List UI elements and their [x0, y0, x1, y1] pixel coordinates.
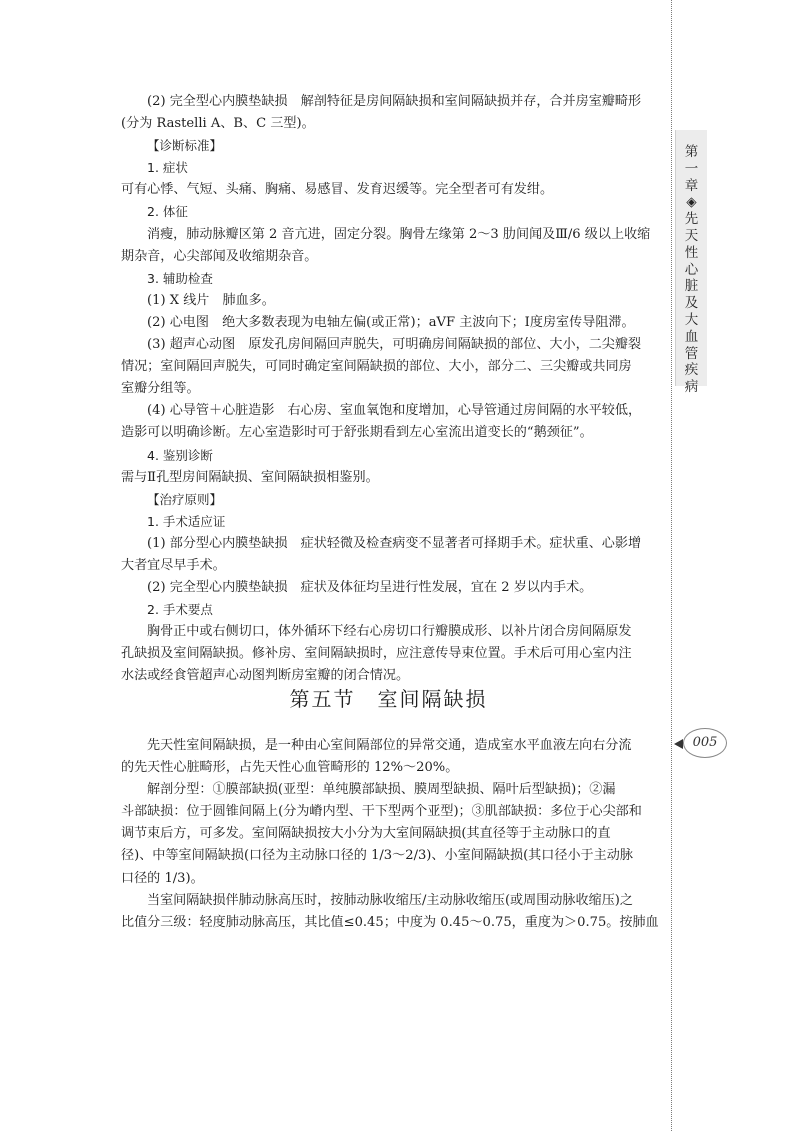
- text-line: 口径的 1/3)。: [121, 870, 204, 886]
- side-char: 管: [684, 345, 699, 362]
- side-char: 脏: [684, 278, 699, 295]
- text-line: 大者宜尽早手术。: [121, 557, 226, 573]
- side-char: 章: [684, 177, 699, 194]
- text-line: (分为 Rastelli A、B、C 三型)。: [121, 116, 315, 132]
- side-char: 性: [684, 244, 699, 261]
- side-char: 疾: [684, 362, 699, 379]
- side-char: 大: [684, 311, 699, 328]
- text-line: 胸骨正中或右侧切口，体外循环下经右心房切口行瓣膜成形、以补片闭合房间隔原发: [147, 624, 632, 640]
- text-line: 的先天性心脏畸形，占先天性心血管畸形的 12%～20%。: [121, 760, 459, 776]
- page-pointer-icon: [674, 739, 683, 749]
- text-line: (2) 完全型心内膜垫缺损 症状及体征均呈进行性发展，宜在 2 岁以内手术。: [147, 580, 593, 596]
- text-line: 期杂音，心尖部闻及收缩期杂音。: [121, 248, 318, 264]
- subheading-line: 1. 症状: [147, 160, 188, 176]
- text-line: (1) 部分型心内膜垫缺损 症状轻微及检查病变不显著者可择期手术。症状重、心影增: [147, 535, 642, 551]
- side-char: 病: [684, 379, 699, 396]
- text-line: 室瓣分组等。: [121, 381, 200, 397]
- text-line: (1) X 线片 肺血多。: [147, 292, 275, 308]
- page-number: 005: [683, 728, 727, 758]
- text-line: 可有心悸、气短、头痛、胸痛、易感冒、发育迟缓等。完全型者可有发绀。: [121, 182, 554, 198]
- side-char: 血: [684, 328, 699, 345]
- chapter-side-tab: [675, 130, 707, 396]
- subheading-line: 4. 鉴别诊断: [147, 447, 213, 463]
- text-line: 孔缺损及室间隔缺损。修补房、室间隔缺损时，应注意传导束位置。手术后可用心室内注: [121, 646, 632, 662]
- body-text-top: [121, 91, 656, 688]
- side-char: 心: [684, 261, 699, 278]
- text-line: 消瘦，肺动脉瓣区第 2 音亢进，固定分裂。胸骨左缘第 2～3 肋间闻及Ⅲ/6 级以上收缩: [147, 226, 651, 242]
- margin-rule: [671, 0, 672, 1131]
- text-line: 调节束后方，可多发。室间隔缺损按大小分为大室间隔缺损(其直径等于主动脉口的直: [121, 826, 611, 842]
- subheading-line: 3. 辅助检查: [147, 270, 213, 286]
- side-char: 一: [684, 160, 699, 177]
- side-char: 第: [684, 144, 699, 160]
- text-line: 当室间隔缺损伴肺动脉高压时，按肺动脉收缩压/主动脉收缩压(或周围动脉收缩压)之: [147, 892, 634, 908]
- subheading-line: 2. 手术要点: [147, 602, 213, 618]
- subheading-line: 【治疗原则】: [147, 491, 223, 507]
- text-line: 径)、中等室间隔缺损(口径为主动脉口径的 1/3～2/3)、小室间隔缺损(其口径小于主动脉: [121, 848, 633, 864]
- side-char: 先: [684, 211, 699, 228]
- text-line: (4) 心导管＋心脏造影 右心房、室血氧饱和度增加，心导管通过房间隔的水平较低，: [147, 403, 642, 419]
- body-text-bottom: [121, 735, 659, 934]
- text-line: (3) 超声心动图 原发孔房间隔回声脱失，可明确房间隔缺损的部位、大小，二尖瓣裂: [147, 337, 642, 353]
- text-line: 情况；室间隔回声脱失，可同时确定室间隔缺损的部位、大小，部分二、三尖瓣或共同房: [121, 359, 632, 375]
- text-line: (2) 完全型心内膜垫缺损 解剖特征是房间隔缺损和室间隔缺损并存，合并房室瓣畸形: [147, 94, 642, 109]
- text-line: (2) 心电图 绝大多数表现为电轴左偏(或正常)；aVF 主波向下；Ⅰ度房室传导阻滞。: [147, 314, 635, 330]
- side-char: 天: [684, 227, 699, 244]
- subheading-line: 1. 手术适应证: [147, 513, 226, 529]
- text-line: 斗部缺损：位于圆锥间隔上(分为嵴内型、干下型两个亚型)；③肌部缺损：多位于心尖部和: [121, 804, 642, 820]
- text-line: 比值分三级：轻度肺动脉高压，其比值≤0.45；中度为 0.45～0.75，重度为＞0.75。按肺血: [121, 914, 659, 930]
- subheading-line: 2. 体征: [147, 204, 188, 220]
- side-char: 及: [684, 295, 699, 312]
- text-line: 需与Ⅱ孔型房间隔缺损、室间隔缺损相鉴别。: [121, 469, 379, 485]
- text-line: 水法或经食管超声心动图判断房室瓣的闭合情况。: [121, 668, 410, 684]
- text-line: 先天性室间隔缺损，是一种由心室间隔部位的异常交通，造成室水平血液左向右分流: [147, 738, 632, 753]
- text-line: 解剖分型：①膜部缺损(亚型：单纯膜部缺损、膜周型缺损、隔叶后型缺损)；②漏: [147, 782, 616, 798]
- diamond-icon: ◈: [686, 194, 697, 211]
- section-title: 第五节 室间隔缺损: [289, 687, 488, 711]
- chapter-side-label: [676, 144, 707, 396]
- text-line: 造影可以明确诊断。左心室造影时可于舒张期看到左心室流出道变长的“鹅颈征”。: [121, 425, 593, 441]
- subheading-line: 【诊断标准】: [147, 138, 223, 154]
